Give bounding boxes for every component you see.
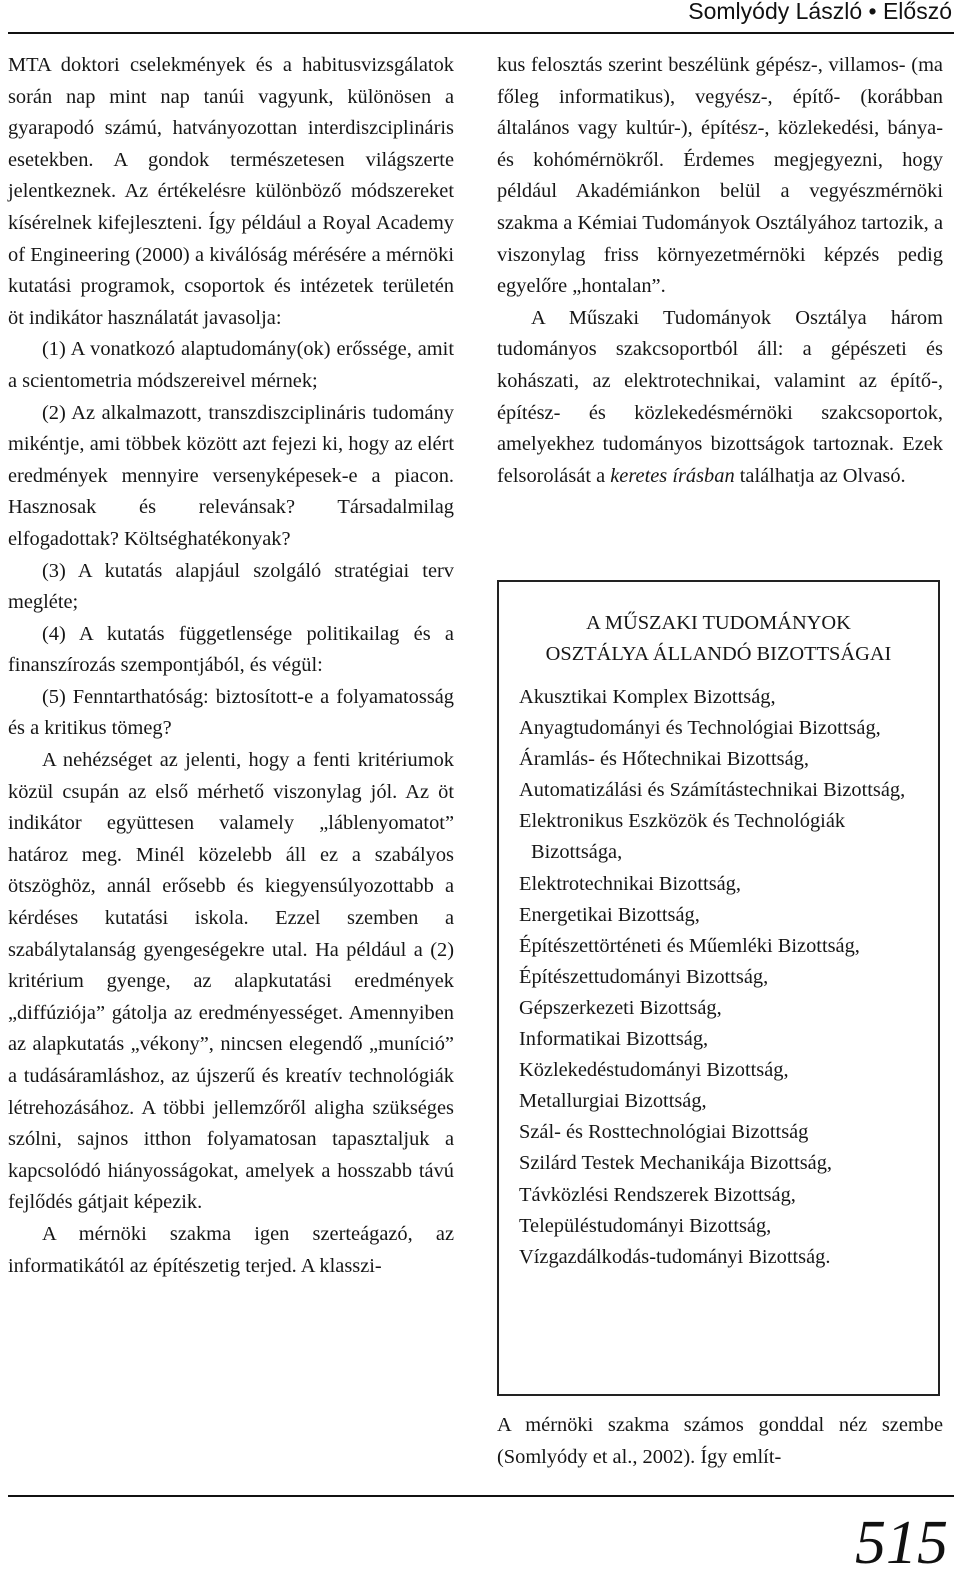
list-item: Elektrotechnikai Bizottság, <box>519 872 741 895</box>
list-item: Akusztikai Komplex Bizottság, <box>519 686 776 708</box>
list-item: Építészettörténeti és Műemléki Bizottság, <box>519 934 860 957</box>
running-head: Somlyódy László • Előszó <box>688 0 952 24</box>
list-item-2: (2) Az alkalmazott, transzdiszciplináris tudomány mikéntje, ami többek között azt fejezi ki, hogy az elért eredmények mennyire versenyképesek-e a piacon. Hasznosak és relevánsak? Társadalmilag elfogadottak? Költséghatékonyak? <box>8 401 454 550</box>
list-item-1: (1) A vonatkozó alaptudomány(ok) erőssége, amit a scientometria módszereivel mérnek; <box>8 338 454 392</box>
list-item: Településtudományi Bizottság, <box>519 1214 772 1237</box>
box-title-line: A MŰSZAKI TUDOMÁNYOK <box>586 612 851 634</box>
list-item: Áramlás- és Hőtechnikai Bizottság, <box>519 748 809 771</box>
list-item: Szilárd Testek Mechanikája Bizottság, <box>519 1152 833 1175</box>
list-item: Energetikai Bizottság, <box>519 903 700 926</box>
list-item: Metallurgiai Bizottság, <box>519 1090 707 1113</box>
list-item: Informatikai Bizottság, <box>519 1028 709 1051</box>
list-item: Elektronikus Eszközök és Technológiák Bizottsága, <box>519 810 846 864</box>
box-title-line: OSZTÁLYA ÁLLANDÓ BIZOTTSÁGAI <box>545 643 892 665</box>
list-item-5: (5) Fenntarthatóság: biztosított-e a folyamatosság és a kritikus tömeg? <box>8 685 454 740</box>
committee-list <box>499 682 938 1273</box>
paragraph: A mérnöki szakma számos gonddal néz szembe (Somlyódy et al., 2002). Így említ- <box>497 1414 943 1468</box>
list-item: Távközlési Rendszerek Bizottság, <box>519 1183 796 1206</box>
list-item: Közlekedéstudományi Bizottság, <box>519 1059 789 1082</box>
left-column <box>8 50 454 1282</box>
paragraph-text: A Műszaki Tudományok Osztálya három tudományos szakcsoportból áll: a gépészeti és kohászati, az elektrotechnikai, valamint az építő-, építész- és közlekedésmérnöki szakcsoportok, amelyekhez tudományos bizottságok tartoznak. Ezek felsorolását a <box>497 306 943 487</box>
list-item-4: (4) A kutatás függetlensége politikailag és a finanszírozás szempontjából, és végül: <box>8 622 454 677</box>
list-item: Anyagtudományi és Technológiai Bizottság, <box>519 717 881 740</box>
header-rule <box>8 32 954 34</box>
sidebar-box <box>497 580 940 1396</box>
paragraph: A mérnöki szakma igen szerteágazó, az informatikától az építészetig terjed. A klasszi- <box>8 1222 454 1277</box>
page-number: 515 <box>855 1509 948 1577</box>
paragraph: kus felosztás szerint beszélünk gépész-, villamos- (ma főleg informatikus), vegyész-, építő- (korábban általános vagy kultúr-), építész-, közlekedési, bánya- és kohómérnökről. Érdemes megjegyezni, hogy például Akadémiánkon belül a vegyészmérnöki szakma a Kémiai Tudományok Osztályához tartozik, a viszonylag friss környezetmérnöki képzés pedig egyelőre „hontalan”. <box>497 54 943 298</box>
list-item: Szál- és Rosttechnológiai Bizottság <box>519 1121 809 1144</box>
list-item: Építészettudományi Bizottság, <box>519 965 769 988</box>
paragraph: MTA doktori cselekmények és a habitusvizsgálatok során nap mint nap tanúi vagyunk, különösen a gyarapodó számú, hatványozottan interdiszciplináris esetekben. A gondok természetesen világszerte jelentkeznek. Az értékelésre különböző módszereket kísérelnek kifejleszteni. Így például a Royal Academy of Engineering (2000) a kiválóság mérésére a mérnöki kutatási programok, csoportok és intézetek területén öt indikátor használatát javasolja: <box>8 54 454 329</box>
paragraph: A nehézséget az jelenti, hogy a fenti kritériumok közül csupán az első mérhető viszonylag jól. Az öt indikátor együttesen valamely „láblenyomatot” határoz meg. Minél közelebb áll ez a szabályos ötszöghöz, annál erősebb és kiegyensúlyozottabb a kérdéses kutatási iskola. Ezzel szemben a szabálytalanság gyengeségekre utal. Ha például a (2) kritérium gyenge, az alapkutatási eredmények „diffúziója” gátolja az eredményességet. Amennyiben az alapkutatás „vékony”, nincsen elegendő „muníció” a tudásáramláshoz, az újszerű és kreatív technológiák létrehozásához. A többi jellemzőről aligha szükséges szólni, sajnos itthon folyamatosan tapasztaljuk a kapcsolódó hiányosságokat, amelyek a hosszabb távú fejlődés gátjait képezik. <box>8 749 454 1214</box>
paragraph <box>497 303 943 493</box>
paragraph-text: találhatja az Olvasó. <box>734 464 906 487</box>
right-column-continuation <box>497 1410 943 1473</box>
emphasis-text: keretes írásban <box>610 464 735 487</box>
list-item: Vízgazdálkodás-tudományi Bizottság. <box>519 1245 831 1268</box>
list-item-3: (3) A kutatás alapjául szolgáló stratégiai terv megléte; <box>8 559 454 614</box>
list-item: Gépszerkezeti Bizottság, <box>519 996 722 1019</box>
footer-rule <box>8 1495 954 1497</box>
box-title <box>499 608 938 670</box>
list-item: Automatizálási és Számítástechnikai Bizottság, <box>519 779 906 802</box>
right-column <box>497 50 943 492</box>
